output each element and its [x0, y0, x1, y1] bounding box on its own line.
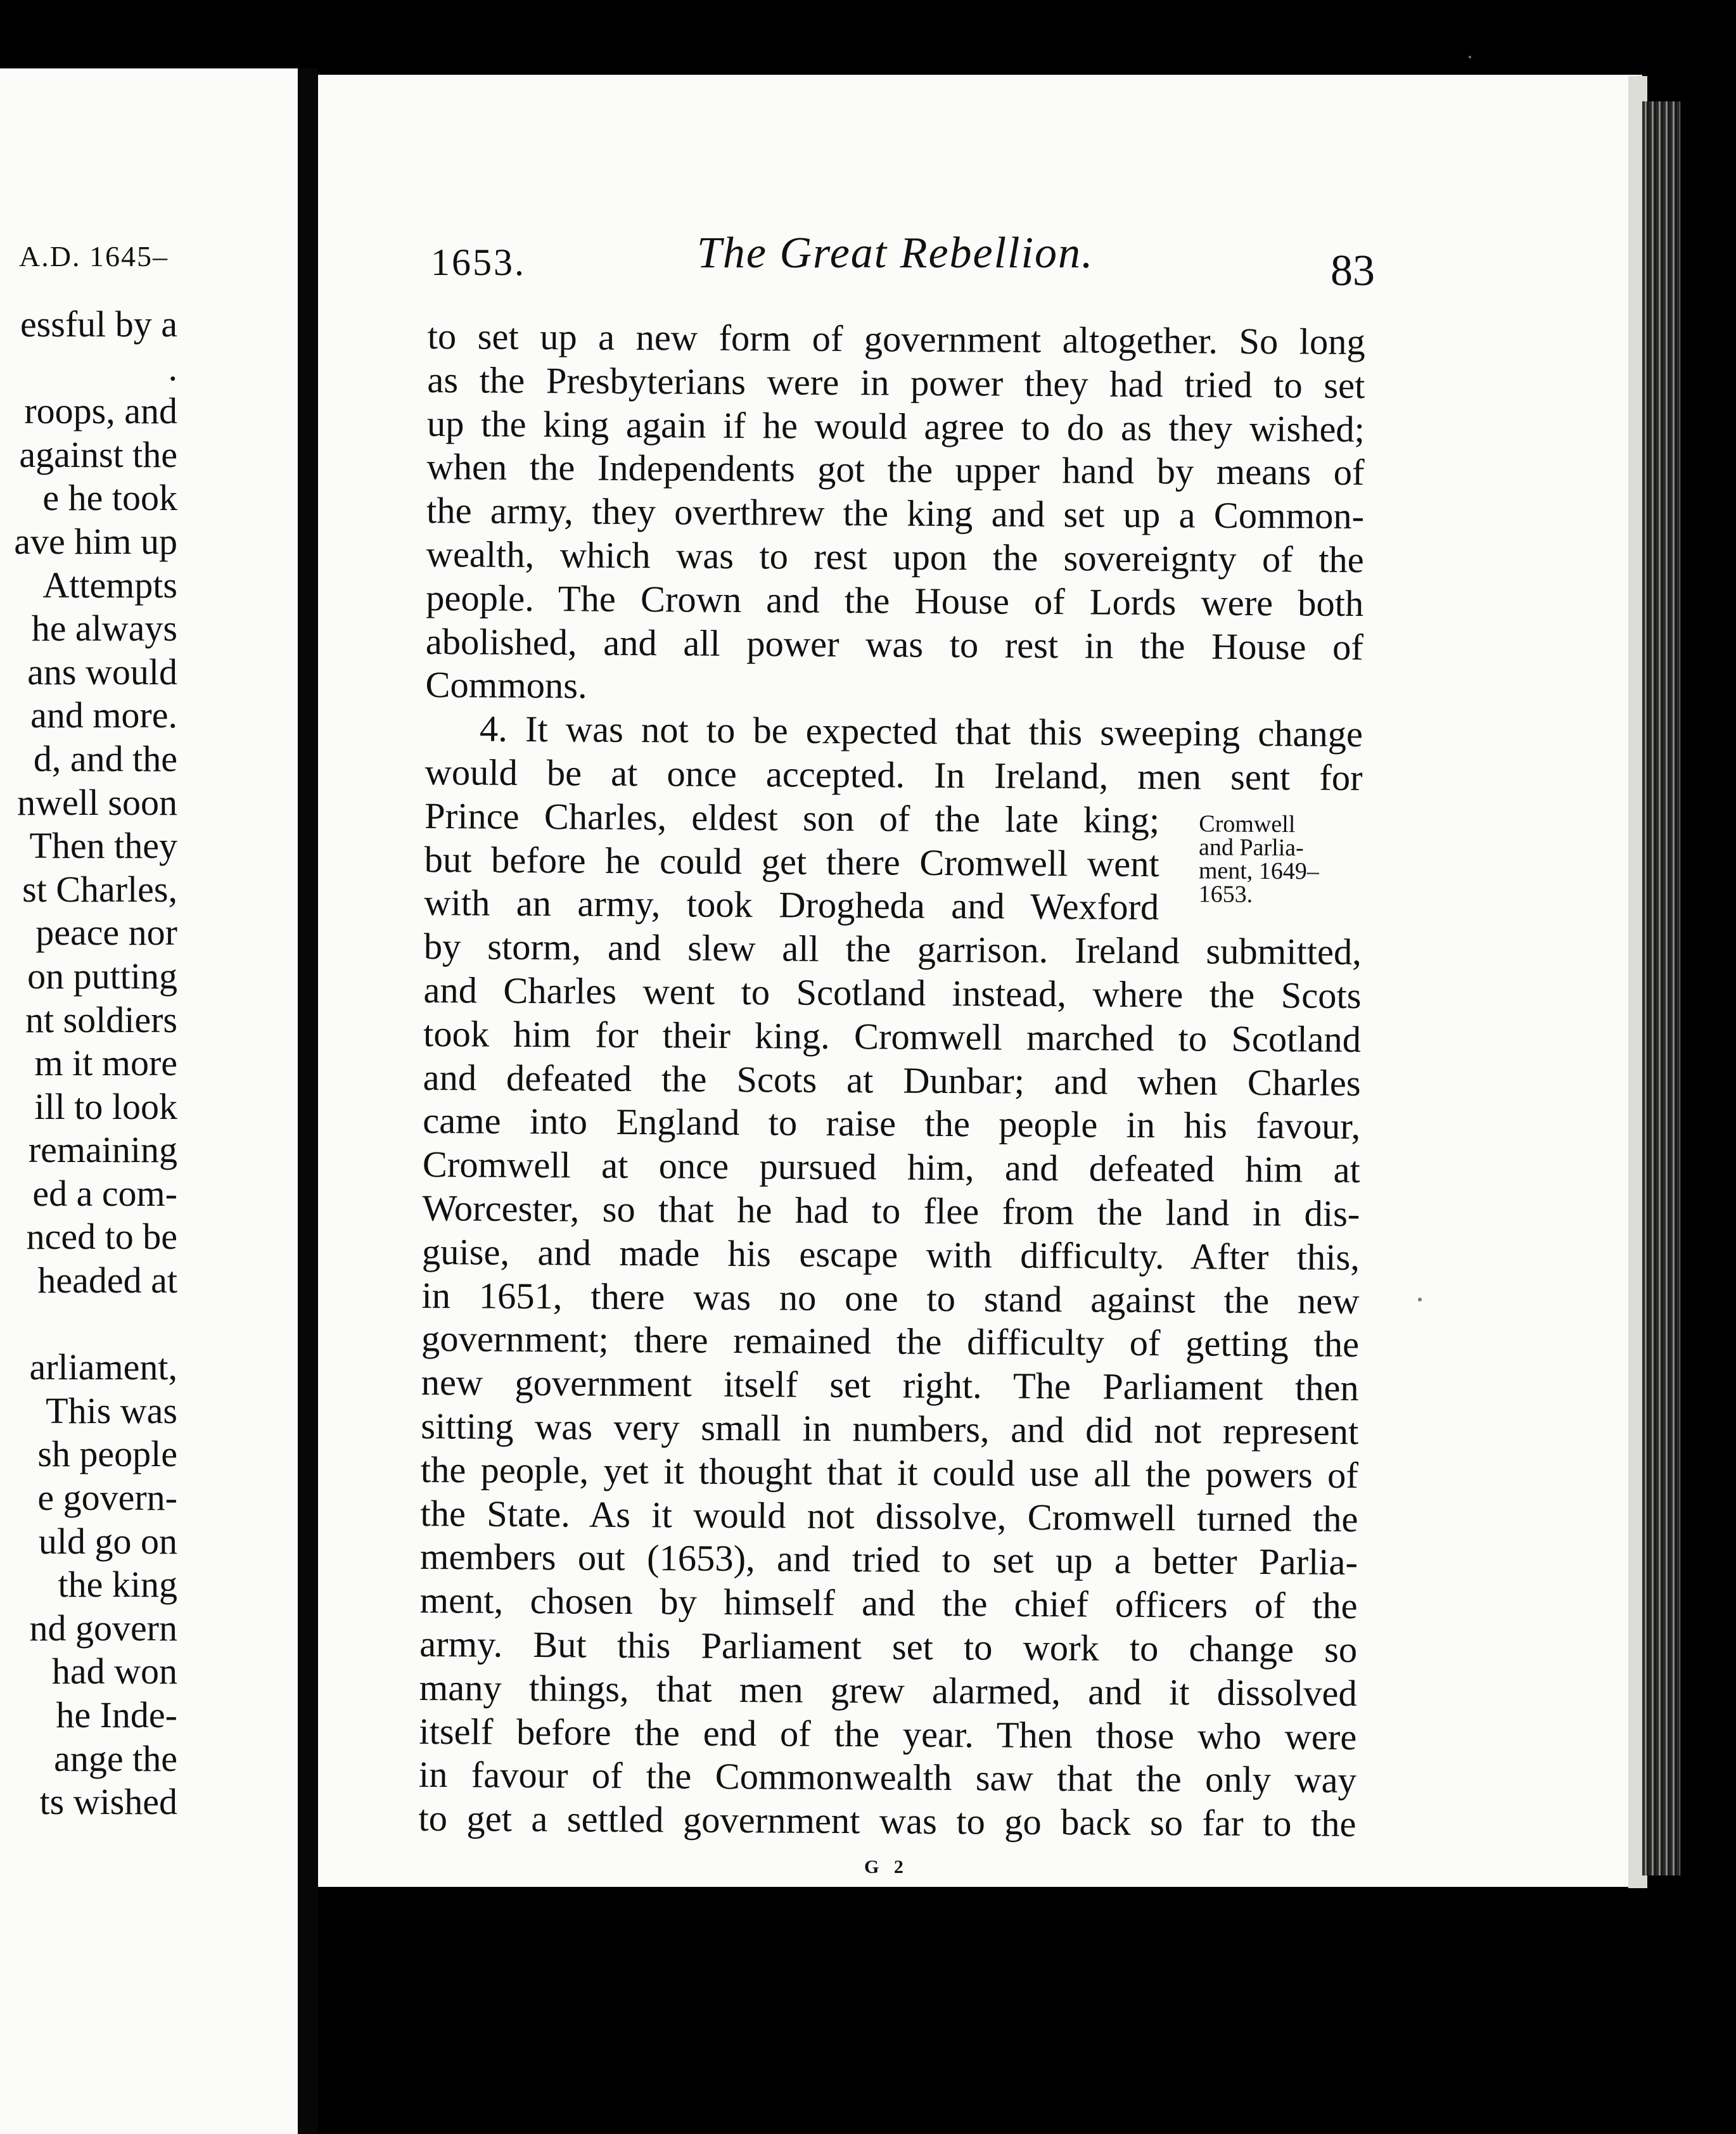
signature-mark: G 2	[864, 1856, 909, 1877]
left-text-line: had won	[51, 1651, 177, 1692]
left-text-line: nced to be	[26, 1216, 177, 1258]
left-text-line: ill to look	[34, 1085, 177, 1127]
body-text-line: army. But this Parliament set to work to change so	[419, 1623, 1358, 1670]
marginal-note-line: Cromwell	[1199, 810, 1296, 838]
body-text-line: came into England to raise the people in his favour,	[423, 1100, 1361, 1147]
body-text-line: in 1651, there was no one to stand against the new	[421, 1274, 1360, 1322]
left-text-line: he Inde-	[56, 1694, 177, 1735]
body-text-line: to get a settled government was to go back so far to the	[418, 1798, 1356, 1845]
marginal-note-line: and Parlia-	[1198, 834, 1304, 862]
body-text-line: the army, they overthrew the king and set up a Common-	[426, 490, 1365, 537]
dust-speck	[1418, 1298, 1422, 1301]
marginal-note-line: 1653.	[1198, 881, 1253, 908]
left-text-line: Attempts	[42, 564, 177, 606]
left-text-line: .	[168, 347, 177, 388]
body-text-line: members out (1653), and tried to set up a better Parlia-	[419, 1536, 1358, 1583]
left-text-line: essful by a	[20, 303, 177, 345]
left-text-line: uld go on	[38, 1520, 177, 1562]
book-gutter	[298, 68, 318, 2134]
left-text-line: roops, and	[24, 390, 177, 432]
body-text-line: and Charles went to Scotland instead, where the Scots	[423, 969, 1362, 1016]
body-text-line: as the Presbyterians were in power they had tried to set	[427, 359, 1365, 406]
left-text-line: m it more	[34, 1042, 177, 1084]
left-text-line: nwell soon	[17, 781, 177, 823]
body-text-line: in favour of the Commonwealth saw that the only way	[418, 1754, 1357, 1801]
left-text-line: ave him up	[14, 520, 177, 562]
left-text-line: he always	[31, 608, 177, 649]
left-text-line: the king	[58, 1564, 177, 1606]
running-head-title: The Great Rebellion.	[697, 229, 1094, 278]
left-text-line: nt soldiers	[25, 999, 177, 1040]
body-text-line: sitting was very small in numbers, and did not represent	[421, 1405, 1359, 1452]
page-number: 83	[1331, 246, 1375, 295]
body-text-line: new government itself set right. The Parliament then	[421, 1362, 1359, 1409]
left-text-line: peace nor	[35, 912, 177, 954]
body-text-line: many things, that men grew alarmed, and it dissolved	[419, 1666, 1357, 1714]
body-text	[418, 315, 1365, 1846]
body-text-line: guise, and made his escape with difficulty. After this,	[421, 1230, 1360, 1278]
body-text-line: abolished, and all power was to rest in the House of	[425, 620, 1364, 668]
left-text-line: remaining	[28, 1129, 177, 1171]
left-text-line: ange the	[54, 1737, 177, 1779]
body-text-line: would be at once accepted. In Ireland, men sent for	[424, 751, 1363, 798]
body-text-line: up the king again if he would agree to do as they wished;	[426, 402, 1365, 450]
page-block-edge	[1642, 101, 1680, 1875]
body-text-line: wealth, which was to rest upon the sovereignty of the	[426, 533, 1364, 581]
marginal-note-line: ment, 1649–	[1198, 857, 1320, 885]
left-text-line: This was	[46, 1390, 177, 1431]
left-text-line: ans would	[27, 651, 177, 693]
body-text-line: Commons.	[425, 664, 587, 706]
body-text-line: but before he could get there Cromwell went	[424, 838, 1159, 885]
body-text-line: the people, yet it thought that it could use all the powers of	[420, 1448, 1359, 1496]
left-text-line: headed at	[37, 1260, 177, 1301]
left-text-line: arliament,	[29, 1346, 177, 1388]
body-text-line: took him for their king. Cromwell marched to Scotland	[423, 1013, 1362, 1060]
left-text-line: ed a com-	[32, 1172, 177, 1214]
body-text-line: by storm, and slew all the garrison. Ireland submitted,	[423, 926, 1362, 973]
left-text-line: d, and the	[33, 738, 177, 779]
left-page	[0, 68, 300, 2134]
body-text-line: with an army, took Drogheda and Wexford	[424, 882, 1159, 928]
body-text-line: the State. As it would not dissolve, Cromwell turned the	[420, 1492, 1358, 1540]
left-running-head: A.D. 1645–	[19, 240, 169, 272]
body-text-line: government; there remained the difficulty of getting the	[421, 1318, 1360, 1365]
body-text-line: Prince Charles, eldest son of the late king;	[424, 795, 1160, 841]
left-text-line: on putting	[27, 955, 177, 997]
left-text-line: st Charles,	[22, 868, 177, 910]
left-text-line: and more.	[30, 694, 177, 736]
left-text-line: nd govern	[29, 1607, 177, 1649]
body-text-line: itself before the end of the year. Then those who were	[419, 1710, 1357, 1758]
left-text-line: sh people	[37, 1433, 177, 1475]
left-text-line: ts wished	[39, 1781, 177, 1823]
body-text-line: to set up a new form of government altogether. So long	[427, 315, 1365, 363]
body-text-line: people. The Crown and the House of Lords were both	[426, 577, 1364, 624]
left-text-line: e govern-	[37, 1477, 177, 1519]
body-text-line: Cromwell at once pursued him, and defeated him at	[422, 1144, 1360, 1191]
marginal-note	[1199, 812, 1358, 907]
left-text-line: e he took	[42, 477, 177, 519]
left-text-line: Then they	[29, 825, 177, 867]
body-text-line: ment, chosen by himself and the chief officers of the	[419, 1580, 1358, 1627]
body-text-line: 4. It was not to be expected that this sweeping change	[479, 708, 1363, 755]
body-text-line: Worcester, so that he had to flee from the land in dis-	[422, 1187, 1360, 1234]
body-text-line: and defeated the Scots at Dunbar; and when Charles	[423, 1056, 1361, 1104]
running-head-year: 1653.	[431, 241, 526, 283]
body-text-line: when the Independents got the upper hand by means of	[426, 446, 1365, 494]
left-page-text	[0, 303, 177, 1824]
left-text-line: against the	[19, 433, 177, 475]
dust-speck	[1469, 56, 1471, 58]
running-head	[431, 228, 1375, 295]
